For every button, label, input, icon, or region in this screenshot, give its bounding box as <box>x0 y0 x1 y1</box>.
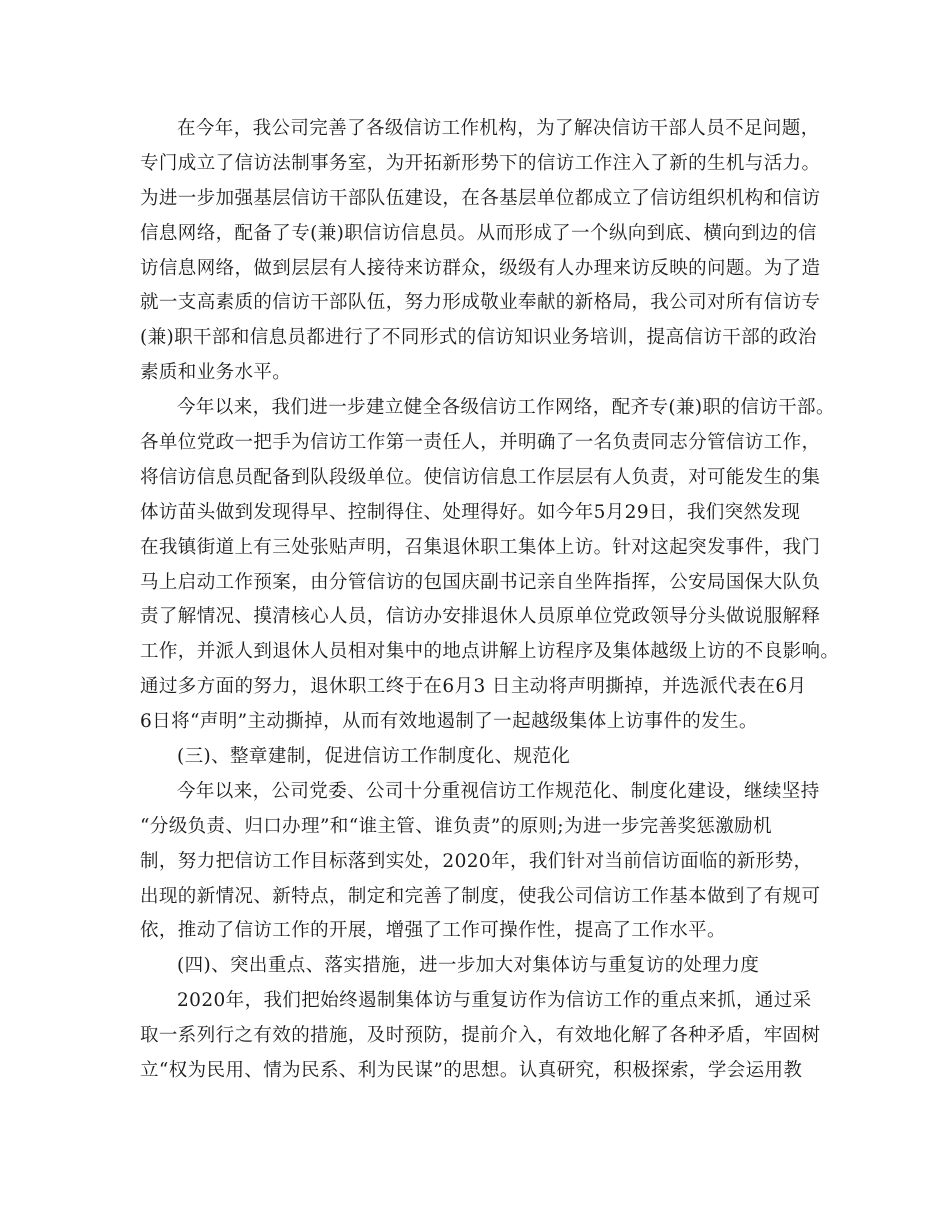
text-line: 素质和业务水平。 <box>140 362 292 384</box>
text-line: 立“权为民用、情为民系、利为民谋”的思想。认真研究，积极探索，学会运用教 <box>140 1060 803 1082</box>
text-line: 就一支高素质的信访干部队伍，努力形成敬业奉献的新格局，我公司对所有信访专 <box>140 292 821 314</box>
text-line: 工作，并派人到退休人员相对集中的地点讲解上访程序及集体越级上访的不良影响。 <box>140 641 840 663</box>
text-line: 将信访信息员配备到队段级单位。使信访信息工作层层有人负责，对可能发生的集 <box>140 466 821 488</box>
text-line: (四)、突出重点、落实措施，进一步加大对集体访与重复访的处理力度 <box>177 955 760 977</box>
text-line: 马上启动工作预案，由分管信访的包国庆副书记亲自坐阵指挥，公安局国保大队负 <box>140 571 821 593</box>
text-line: 信息网络，配备了专(兼)职信访信息员。从而形成了一个纵向到底、横向到边的信 <box>140 222 817 244</box>
text-line: 今年以来，我们进一步建立健全各级信访工作网络，配齐专(兼)职的信访干部。 <box>177 397 835 419</box>
text-line: 各单位党政一把手为信访工作第一责任人，并明确了一名负责同志分管信访工作， <box>140 432 821 454</box>
text-line: 今年以来，公司党委、公司十分重视信访工作规范化、制度化建设，继续坚持 <box>177 780 820 802</box>
text-line: 在今年，我公司完善了各级信访工作机构，为了解决信访干部人员不足问题， <box>177 118 820 139</box>
text-line: 6日将“声明”主动撕掉，从而有效地遏制了一起越级集体上访事件的发生。 <box>140 711 758 733</box>
text-line: (三)、整章建制，促进信访工作制度化、规范化 <box>177 746 571 768</box>
text-line: 出现的新情况、新特点，制定和完善了制度，使我公司信访工作基本做到了有规可 <box>140 885 821 907</box>
text-line: 制，努力把信访工作目标落到实处，2020年，我们针对当前信访面临的新形势， <box>140 850 813 872</box>
text-line: “分级负责、归口办理”和“谁主管、谁负责”的原则;为进一步完善奖惩激励机 <box>140 815 772 837</box>
document-body <box>140 112 840 1089</box>
text-line: 责了解情况、摸清核心人员，信访办安排退休人员原单位党政领导分头做说服解释 <box>140 606 821 628</box>
text-line: 2020年，我们把始终遏制集体访与重复访作为信访工作的重点来抓，通过采 <box>177 990 812 1012</box>
text-line: 体访苗头做到发现得早、控制得住、处理得好。如今年5月29日，我们突然发现 <box>140 501 801 523</box>
text-line: 取一系列行之有效的措施，及时预防，提前介入，有效地化解了各种矛盾，牢固树 <box>140 1025 821 1047</box>
text-line: 访信息网络，做到层层有人接待来访群众，级级有人办理来访反映的问题。为了造 <box>140 257 821 279</box>
text-line: 通过多方面的努力，退休职工终于在6月3 日主动将声明撕掉，并选派代表在6月 <box>140 676 807 698</box>
text-line: 在我镇街道上有三处张贴声明，召集退休职工集体上访。针对这起突发事件，我门 <box>140 536 821 558</box>
text-line: 依，推动了信访工作的开展，增强了工作可操作性，提高了工作水平。 <box>140 920 726 942</box>
text-line: 为进一步加强基层信访干部队伍建设，在各基层单位都成立了信访组织机构和信访 <box>140 187 821 209</box>
text-line: (兼)职干部和信息员都进行了不同形式的信访知识业务培训，提高信访干部的政治 <box>140 327 817 349</box>
text-line: 专门成立了信访法制事务室，为开拓新形势下的信访工作注入了新的生机与活力。 <box>140 152 821 174</box>
